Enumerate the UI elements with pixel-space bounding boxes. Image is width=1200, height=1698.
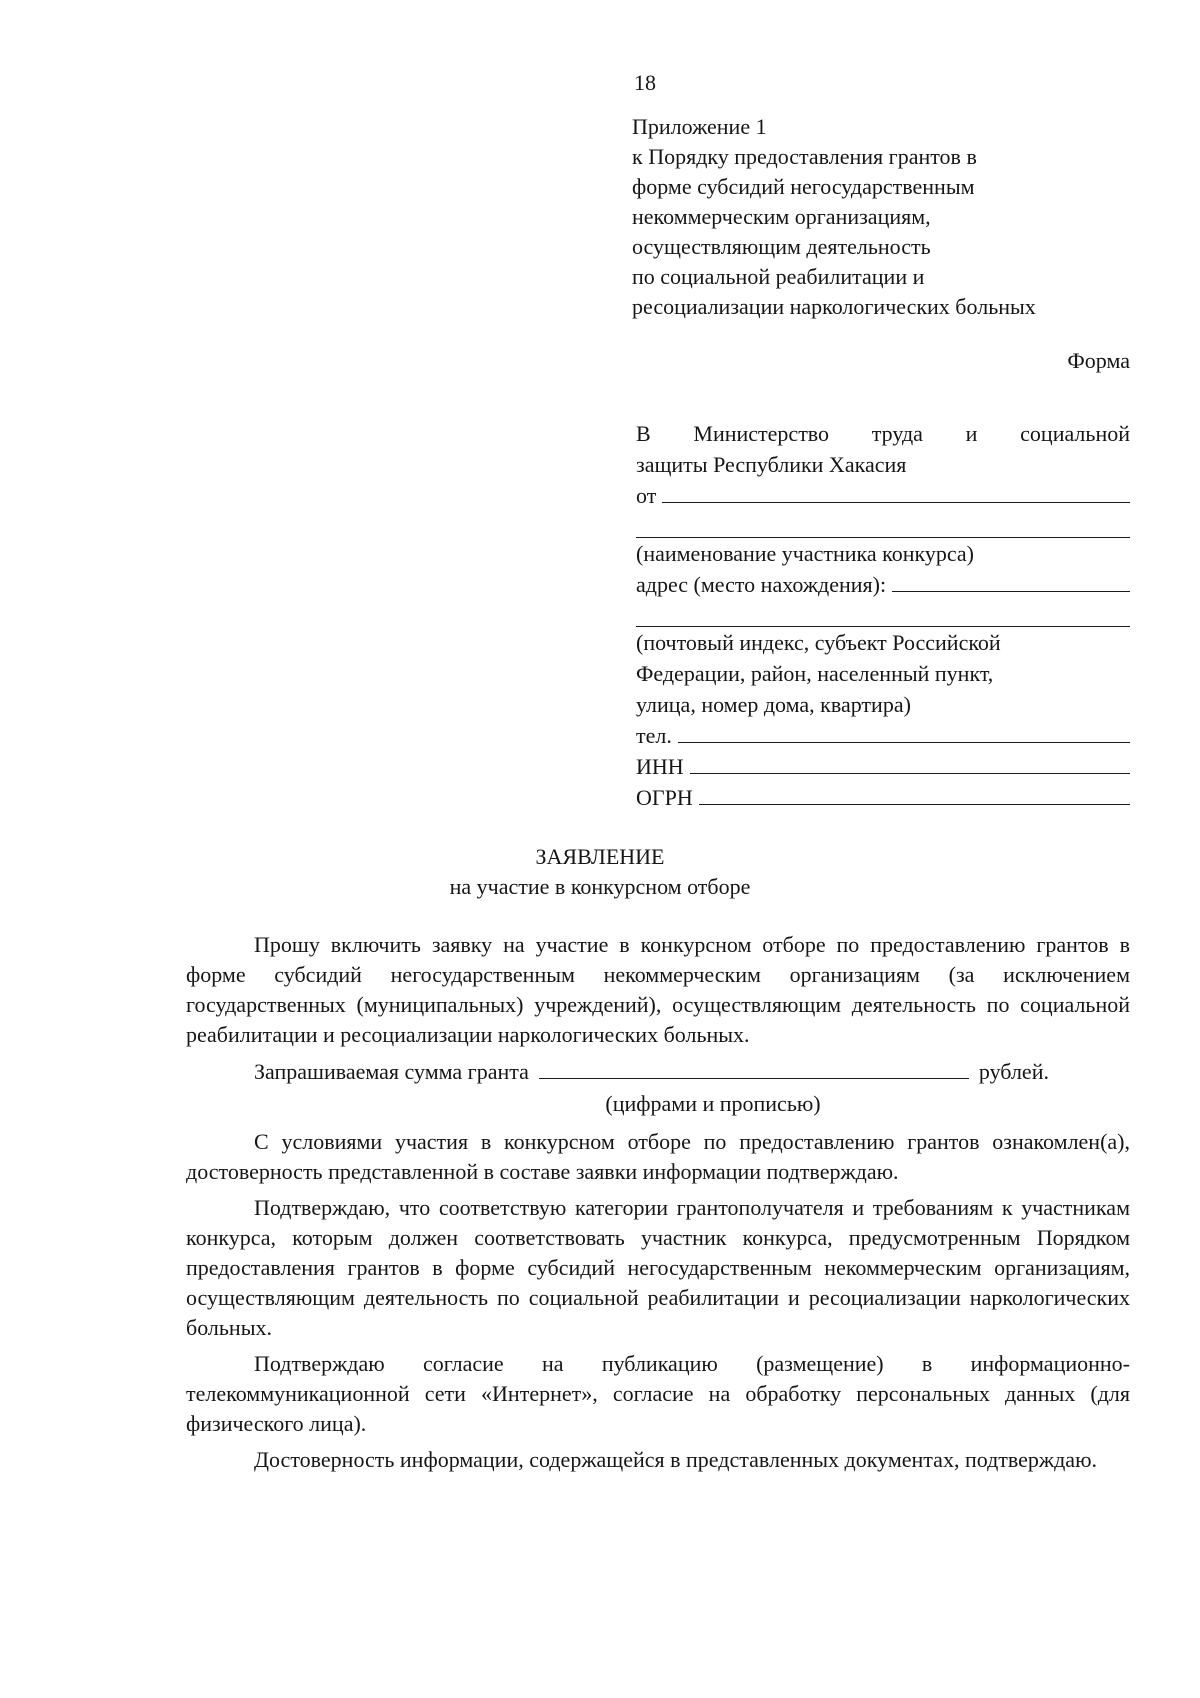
- from-row: [636, 480, 1130, 511]
- address-hint-line: Федерации, район, населенный пункт,: [636, 661, 994, 686]
- sum-unit: рублей.: [978, 1059, 1049, 1084]
- participant-name-field[interactable]: [636, 515, 1130, 538]
- address-field[interactable]: [892, 569, 1130, 592]
- ogrn-row: [636, 782, 1130, 813]
- form-label: Форма: [1067, 348, 1130, 373]
- address-field-continued[interactable]: [636, 604, 1130, 627]
- paragraph-compliance: Подтверждаю, что соответствую категории грантополучателя и требованиям к участникам конкурса, которым должен соответствовать участник конкурса, предусмотренным Порядком предоставления грантов в форме субсидий негосударственным некоммерческим организациям, осуществляющим деятельность по социальной реабилитации и ресоциализации наркологических больных.: [186, 1195, 1130, 1340]
- inn-row: [636, 751, 1130, 782]
- addressee-line: В Министерство труда и социальной: [636, 421, 1130, 446]
- title-heading: ЗАЯВЛЕНИЕ: [535, 844, 665, 869]
- inn-field[interactable]: [690, 751, 1130, 774]
- ogrn-label: ОГРН: [636, 785, 693, 810]
- appendix-line: ресоциализации наркологических больных: [632, 294, 1036, 319]
- document-title: [300, 842, 900, 902]
- appendix-line: Приложение 1: [632, 114, 767, 139]
- ogrn-field[interactable]: [699, 782, 1130, 805]
- paragraph-accuracy: Достоверность информации, содержащейся в представленных документах, подтверждаю.: [254, 1447, 1098, 1472]
- sum-hint: (цифрами и прописью): [605, 1091, 821, 1116]
- appendix-line: осуществляющим деятельность: [632, 234, 931, 259]
- paragraph-consent: Подтверждаю согласие на публикацию (размещение) в информационно-телекоммуникационной сети «Интернет», согласие на обработку персональных данных (для физического лица).: [186, 1351, 1130, 1436]
- requested-sum-row: [186, 1056, 1130, 1087]
- from-field[interactable]: [662, 480, 1130, 503]
- appendix-header: [632, 112, 1152, 322]
- from-label: от: [636, 483, 657, 508]
- phone-label: тел.: [636, 723, 672, 748]
- address-label: адрес (место нахождения):: [636, 572, 887, 597]
- address-hint-line: улица, номер дома, квартира): [636, 692, 911, 717]
- phone-field[interactable]: [678, 720, 1130, 743]
- phone-row: [636, 720, 1130, 751]
- address-row: [636, 569, 1130, 600]
- sum-field[interactable]: [539, 1056, 969, 1079]
- addressee-line: защиты Республики Хакасия: [636, 452, 907, 477]
- addressee-block: [636, 418, 1130, 813]
- sum-label: Запрашиваемая сумма гранта: [254, 1059, 529, 1084]
- participant-hint: (наименование участника конкурса): [636, 541, 974, 566]
- paragraph-conditions: С условиями участия в конкурсном отборе по предоставлению грантов ознакомлен(а), достоверность представленной в составе заявки информации подтверждаю.: [186, 1129, 1130, 1184]
- inn-label: ИНН: [636, 754, 684, 779]
- appendix-line: форме субсидий негосударственным: [632, 174, 975, 199]
- appendix-line: к Порядку предоставления грантов в: [632, 144, 977, 169]
- appendix-line: некоммерческим организациям,: [632, 204, 931, 229]
- paragraph-request: Прошу включить заявку на участие в конкурсном отборе по предоставлению грантов в форме субсидий негосударственным некоммерческим организациям (за исключением государственных (муниципальных) учреждений), осуществляющим деятельность по социальной реабилитации и ресоциализации наркологических больных.: [186, 932, 1130, 1047]
- appendix-line: по социальной реабилитации и: [632, 264, 925, 289]
- address-hint-line: (почтовый индекс, субъект Российской: [636, 630, 1001, 655]
- page-number: 18: [634, 70, 656, 95]
- title-subheading: на участие в конкурсном отборе: [449, 874, 751, 899]
- application-body: [186, 930, 1130, 1481]
